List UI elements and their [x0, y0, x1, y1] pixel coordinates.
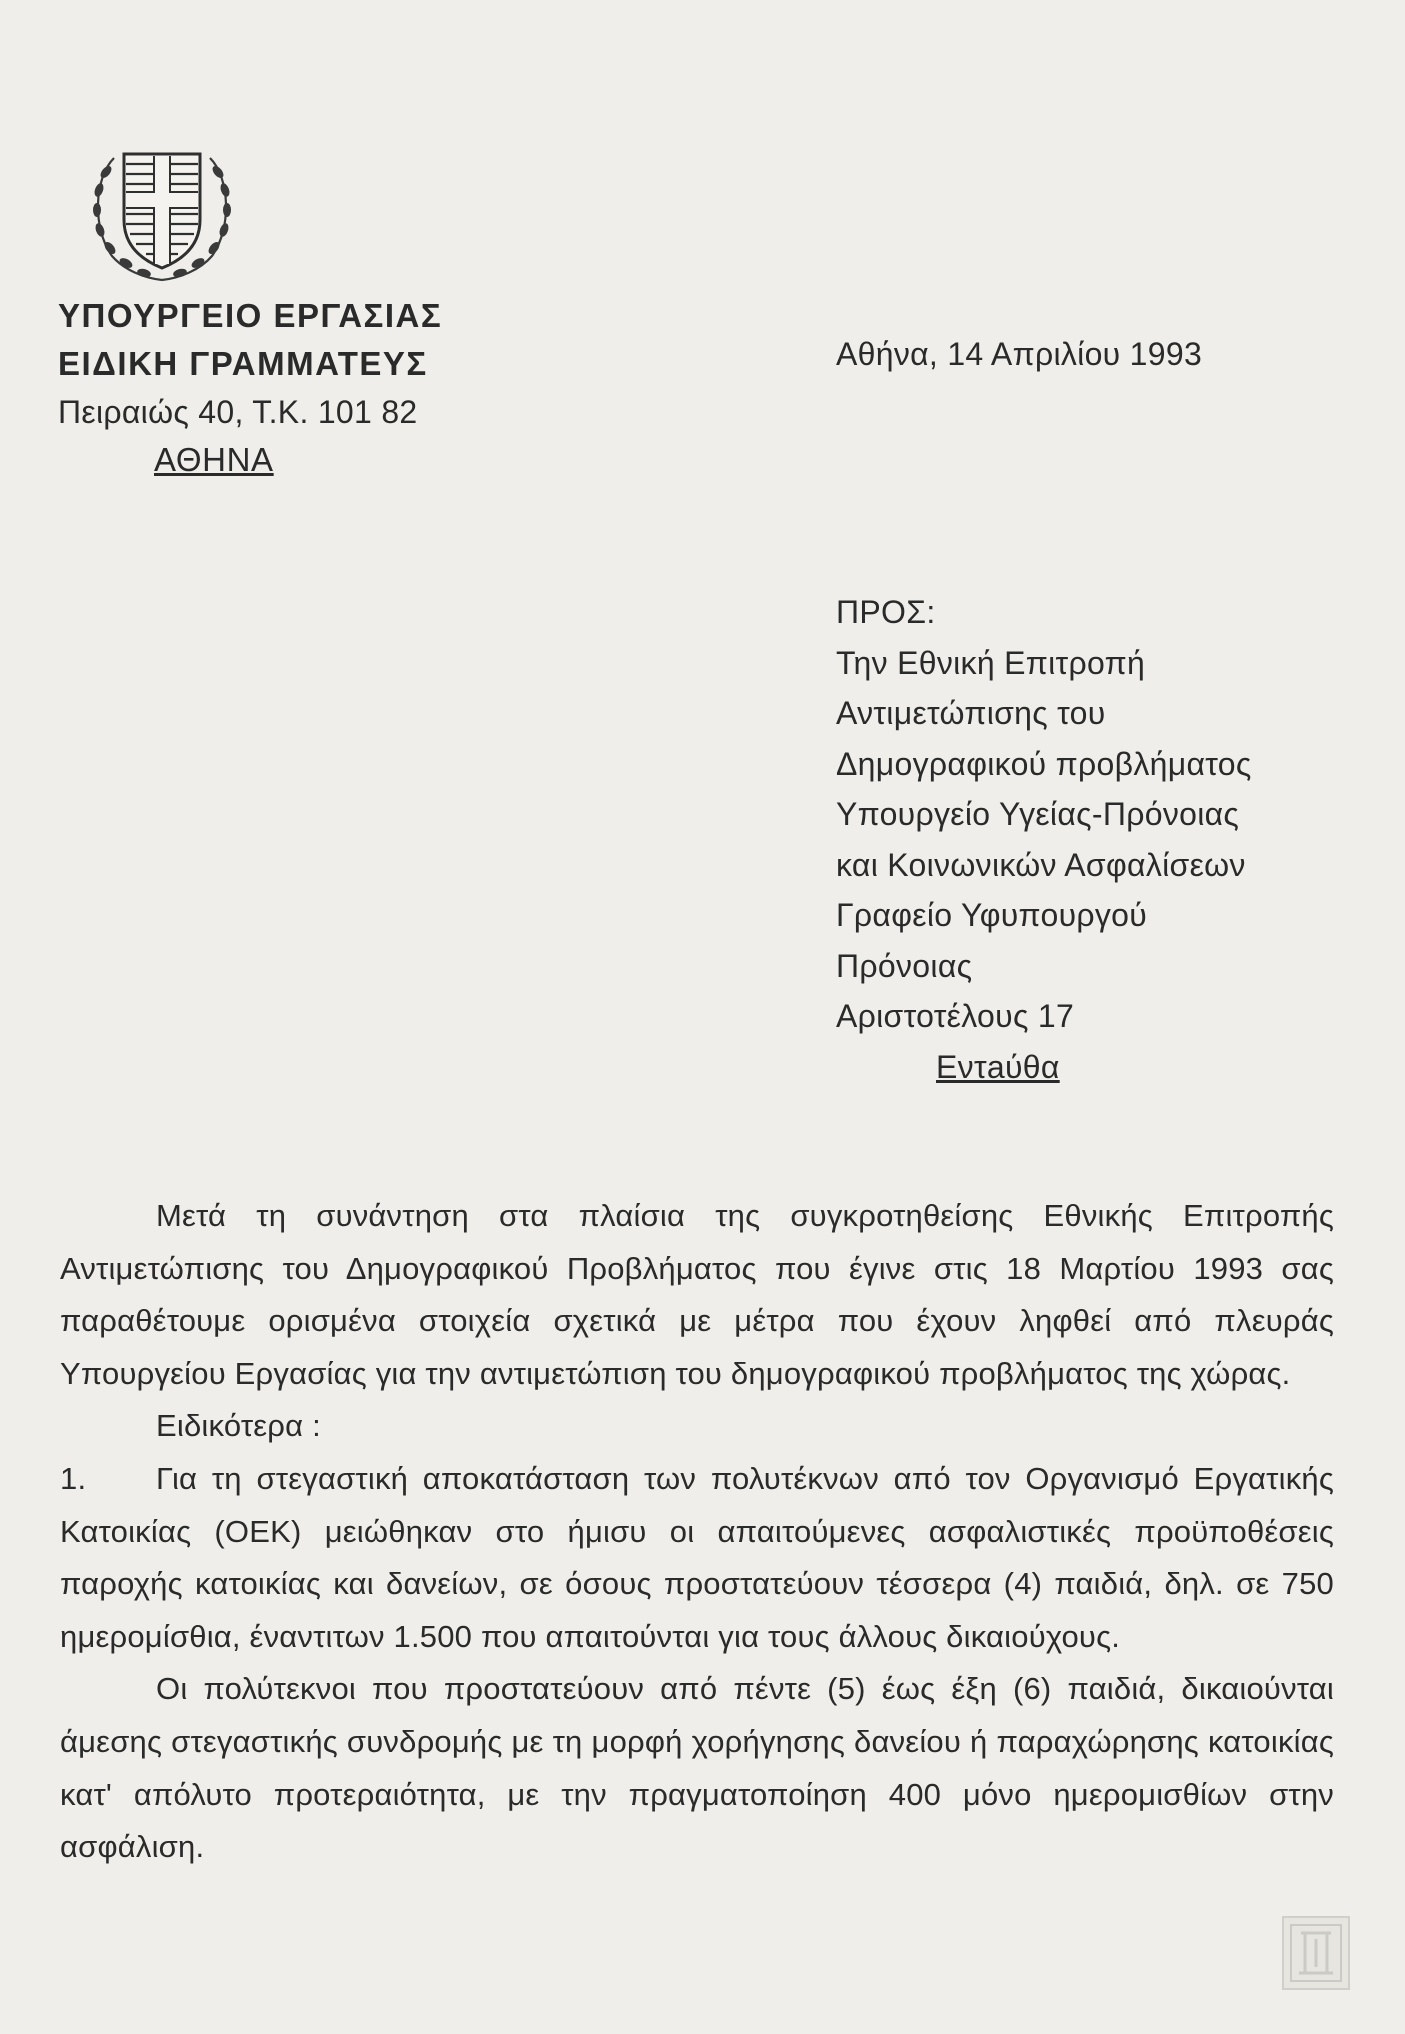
letter-date: Αθήνα, 14 Απριλίου 1993	[836, 336, 1203, 372]
recipient-line: Δημογραφικού προβλήματος	[836, 745, 1252, 782]
ministry-name: ΥΠΟΥΡΓΕΙΟ ΕΡΓΑΣΙΑΣ	[58, 297, 443, 334]
office-name: ΕΙΔΙΚΗ ΓΡΑΜΜΑΤΕΥΣ	[58, 345, 428, 382]
sender-block	[58, 292, 518, 484]
recipient-line: Υπουργείο Υγείας-Πρόνοιας	[836, 796, 1240, 832]
recipient-line: και Κοινωνικών Ασφαλίσεων	[836, 846, 1246, 883]
item-1-paragraph	[60, 1453, 1334, 1663]
archive-stamp-icon	[1281, 1915, 1351, 1991]
letter-body	[60, 1190, 1334, 1874]
item-1-number: 1.	[60, 1460, 87, 1496]
sender-address: Πειραιώς 40, Τ.Κ. 101 82	[58, 394, 418, 430]
second-paragraph: Οι πολύτεκνοι που προστατεύουν από πέντε (5) έως έξη (6) παιδιά, δικαιούνται άμεσης στεγαστικής συνδρομής με τη μορφή χορήγησης δανείου ή παραχώρησης κατοικίας κατ' απόλυτο προτεραιότητα, με την πραγματοποίηση 400 μόνο ημερομισθίων στην ασφάλιση.	[60, 1671, 1334, 1865]
specifically-heading: Ειδικότερα :	[156, 1408, 321, 1444]
greek-coat-of-arms-icon	[84, 138, 240, 284]
recipient-block	[836, 587, 1356, 1092]
sender-city: ΑΘΗΝΑ	[154, 441, 274, 478]
recipient-label: ΠΡΟΣ:	[836, 594, 936, 630]
intro-paragraph: Μετά τη συνάντηση στα πλαίσια της συγκροτηθείσης Εθνικής Επιτροπής Αντιμετώπισης του Δημογραφικού Προβλήματος που έγινε στις 18 Μαρτίου 1993 σας παραθέτουμε ορισμένα στοιχεία σχετικά με μέτρα που έχουν ληφθεί από πλευράς Υπουργείου Εργασίας για την αντιμετώπιση του δημογραφικού προβλήματος της χώρας.	[60, 1198, 1334, 1391]
recipient-line: Αριστοτέλους 17	[836, 998, 1075, 1034]
recipient-line: Πρόνοιας	[836, 947, 973, 984]
recipient-line: Γραφείο Υφυπουργού	[836, 897, 1148, 933]
recipient-line: Αντιμετώπισης του	[836, 695, 1106, 731]
recipient-line: Την Εθνική Επιτροπή	[836, 644, 1146, 681]
item-1-text: Για τη στεγαστική αποκατάσταση των πολυτέκνων από τον Οργανισμό Εργατικής Κατοικίας (ΟΕΚ) μειώθηκαν στο ήμισυ οι απαιτούμενες ασφαλιστικές προϋποθέσεις παροχής κατοικίας και δανείων, σε όσους προστατεύουν τέσσερα (4) παιδιά, δηλ. σε 750 ημερομίσθια, έναντιτων 1.500 που απαιτούνται για τους άλλους δικαιούχους.	[60, 1460, 1334, 1654]
recipient-place: Εντaύθα	[936, 1048, 1060, 1085]
